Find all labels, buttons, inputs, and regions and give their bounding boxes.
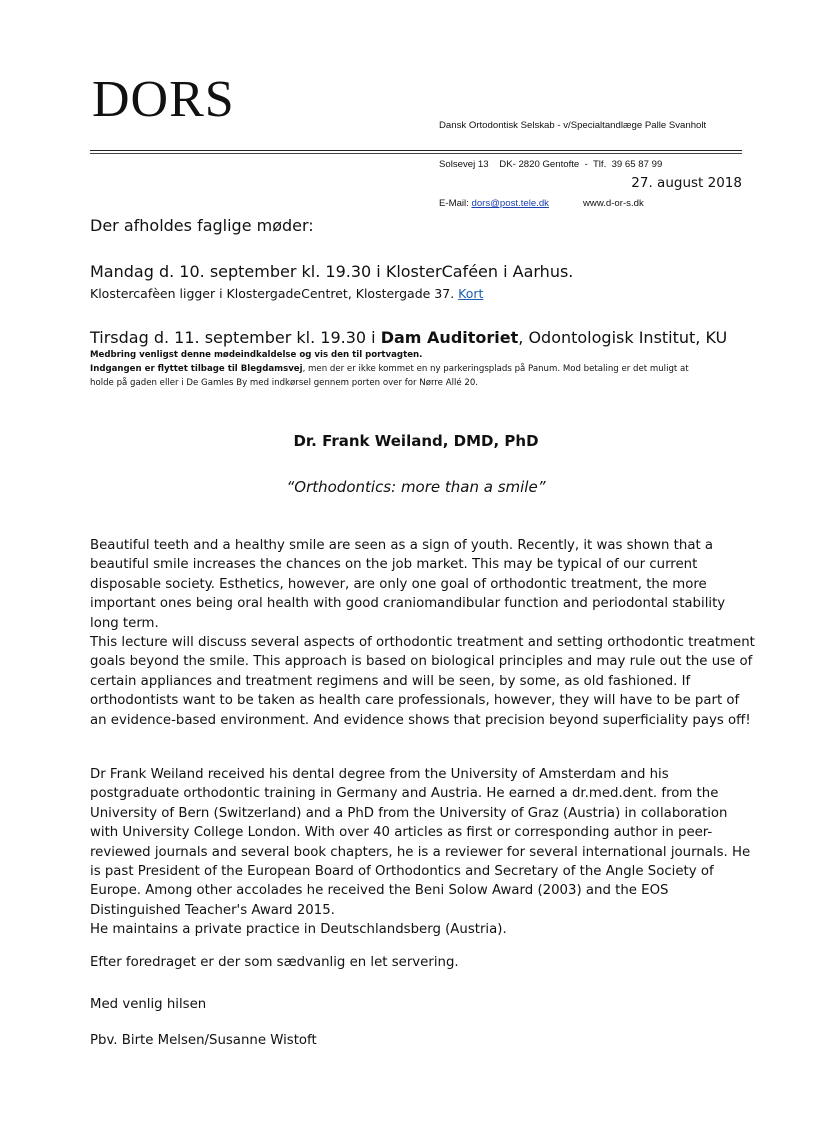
bio-line: reviewed journals and several book chapters, he is a reviewer for several international journals. He	[90, 844, 751, 860]
dors-logo: DORS	[92, 71, 235, 128]
note-line-2	[90, 363, 750, 377]
note-2-bold: Indgangen er flyttet tilbage til Blegdamsvej	[90, 364, 303, 374]
note-1-text: Medbring venligst denne mødeindkaldelse og vis den til portvagten.	[90, 350, 423, 360]
location-text: Klostercafèen ligger i KlostergadeCentret, Klostergade 37.	[90, 286, 459, 301]
letter-date: 27. august 2018	[631, 175, 742, 191]
intro-heading: Der afholdes faglige møder:	[90, 216, 314, 235]
header-divider	[90, 150, 742, 151]
bio-line: is past President of the European Board of Orthodontics and Secretary of the Angle Society of	[90, 864, 714, 880]
contact-line	[439, 197, 759, 210]
email-label: E-Mail:	[439, 198, 472, 209]
abstract-line: an evidence-based environment. And evidence shows that precision beyond superficiality pays off!	[90, 712, 751, 728]
abstract-line: orthodontists want to be taken as health care professionals, however, they will have to be part of	[90, 693, 740, 709]
abstract-line: Beautiful teeth and a healthy smile are seen as a sign of youth. Recently, it was shown that a	[90, 538, 714, 553]
signature: Pbv. Birte Melsen/Susanne Wistoft	[90, 1033, 317, 1048]
bio-line: postgraduate orthodontic training in Germany and Austria. He earned a dr.med.dent. from the	[90, 786, 719, 802]
map-link[interactable]: Kort	[458, 286, 484, 301]
address-line-2: Solsevej 13 DK- 2820 Gentofte - Tlf. 39 65 87 99	[439, 159, 663, 170]
note-2-rest: , men der er ikke kommet en ny parkeringsplads på Panum. Mod betaling er det muligt at	[302, 364, 689, 374]
abstract-line: important ones being oral health with good craniomandibular function and periodontal stability	[90, 596, 726, 612]
address-line-1: Dansk Ortodontisk Selskab - v/Specialtandlæge Palle Svanholt	[439, 120, 707, 131]
title-suffix: , Odontologisk Institut, KU	[518, 328, 728, 347]
note-line-1	[90, 349, 750, 363]
abstract-line: disposable society. Esthetics, however, are only one goal of orthodontic treatment, the more	[90, 576, 707, 592]
letterhead-address	[439, 93, 759, 236]
abstract-line: beautiful smile increases the chances on the job market. This may be typical of our current	[90, 557, 698, 573]
bio-line: Dr Frank Weiland received his dental degree from the University of Amsterdam and his	[90, 767, 669, 782]
abstract-paragraph	[90, 536, 755, 730]
bio-line: Europe. Among other accolades he received the Beni Solow Award (2003) and the EOS	[90, 883, 669, 899]
bio-line: Distinguished Teacher's Award 2015.	[90, 902, 335, 918]
header-divider-thin	[90, 153, 742, 154]
abstract-line: This lecture will discuss several aspects of orthodontic treatment and setting orthodontic treatment	[90, 635, 755, 651]
greeting: Med venlig hilsen	[90, 997, 207, 1012]
venue-name: Dam Auditoriet	[380, 328, 519, 347]
email-link[interactable]: dors@post.tele.dk	[471, 198, 549, 209]
lecture-title: “Orthodontics: more than a smile”	[286, 478, 546, 496]
abstract-line: long term.	[90, 615, 159, 631]
abstract-line: certain appliances and treatment regimens and will be seen, by some, as old fashioned. If	[90, 673, 691, 689]
bio-line: He maintains a private practice in Deutschlandsberg (Austria).	[90, 922, 507, 938]
meeting-aarhus-location	[90, 286, 483, 301]
meeting-copenhagen-title	[90, 328, 727, 347]
title-prefix: Tirsdag d. 11. september kl. 19.30 i	[90, 328, 381, 347]
speaker-name: Dr. Frank Weiland, DMD, PhD	[293, 432, 539, 450]
closing-note: Efter foredraget er der som sædvanlig en let servering.	[90, 955, 459, 970]
meeting-aarhus-title: Mandag d. 10. september kl. 19.30 i KlosterCaféen i Aarhus.	[90, 262, 574, 281]
abstract-line: goals beyond the smile. This approach is based on biological principles and may rule out the use of	[90, 654, 753, 670]
bio-line: University of Bern (Switzerland) and a PhD from the University of Graz (Austria) in collaboration	[90, 805, 728, 821]
note-line-3: holde på gaden eller i De Gamles By med indkørsel gennem porten over for Nørre Allé 20.	[90, 378, 479, 388]
bio-line: with University College London. With over 40 articles as first or corresponding author in peer-	[90, 825, 713, 841]
bio-paragraph	[90, 765, 750, 940]
website-text: www.d-or-s.dk	[582, 198, 644, 209]
